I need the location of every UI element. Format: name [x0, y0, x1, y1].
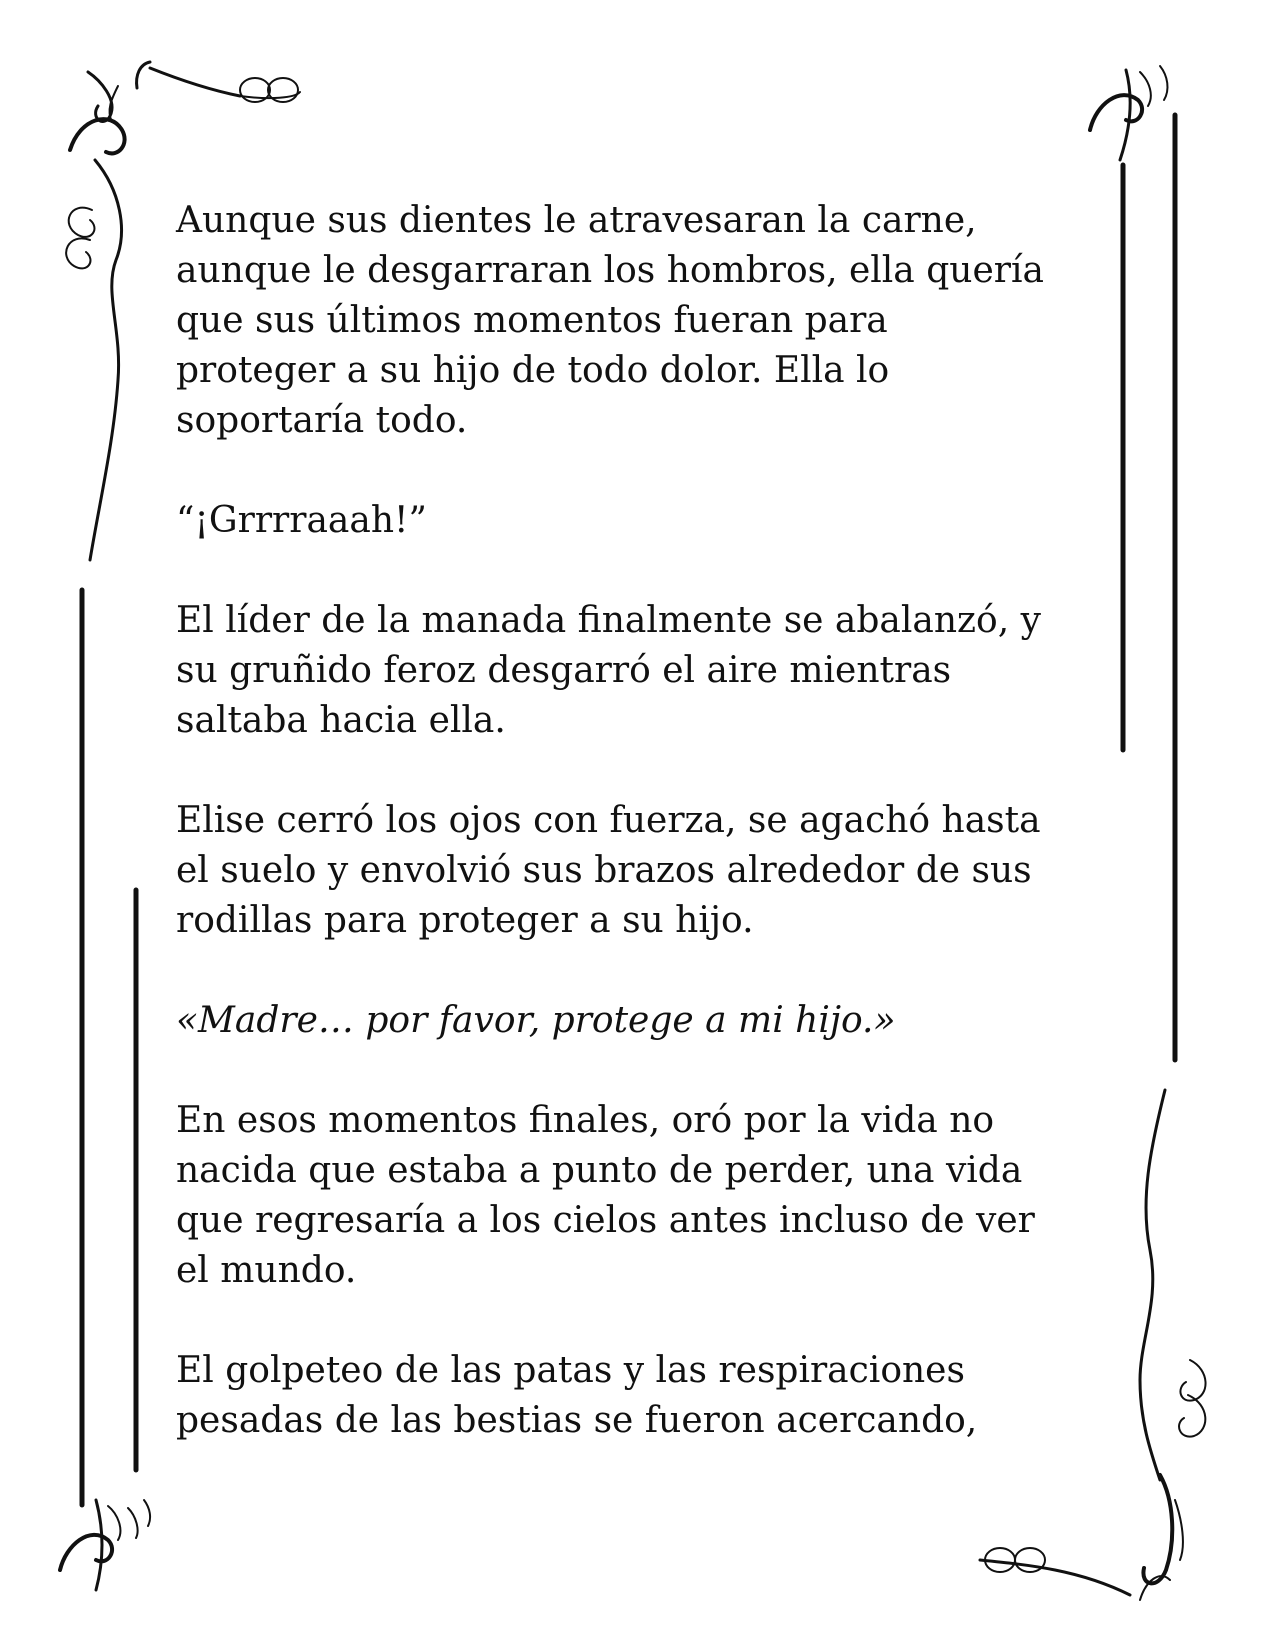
paragraph-2: “¡Grrrraaah!” [176, 500, 427, 541]
bottom-left-flourish-icon [60, 1500, 150, 1590]
paragraph-prayer: «Madre… por favor, protege a mi hijo.» [176, 1000, 896, 1041]
paragraph-7: El golpeteo de las patas y las respiraciones pesadas de las bestias se fueron acercando, [176, 1350, 978, 1441]
paragraph-3: El líder de la manada finalmente se abalanzó, y su gruñido feroz desgarró el aire mientras saltaba hacia ella. [176, 600, 1041, 741]
story-text [176, 196, 1126, 1496]
top-right-flourish-icon [1090, 66, 1167, 160]
paragraph-1: Aunque sus dientes le atravesaran la carne, aunque le desgarraran los hombros, ella quería que sus últimos momentos fueran para proteger a su hijo de todo dolor. Ella lo soportaría todo. [176, 200, 1044, 441]
paragraph-6: En esos momentos finales, oró por la vida no nacida que estaba a punto de perder, una vida que regresaría a los cielos antes incluso de ver el mundo. [176, 1100, 1035, 1291]
paragraph-4: Elise cerró los ojos con fuerza, se agachó hasta el suelo y envolvió sus brazos alrededor de sus rodillas para proteger a su hijo. [176, 800, 1041, 941]
